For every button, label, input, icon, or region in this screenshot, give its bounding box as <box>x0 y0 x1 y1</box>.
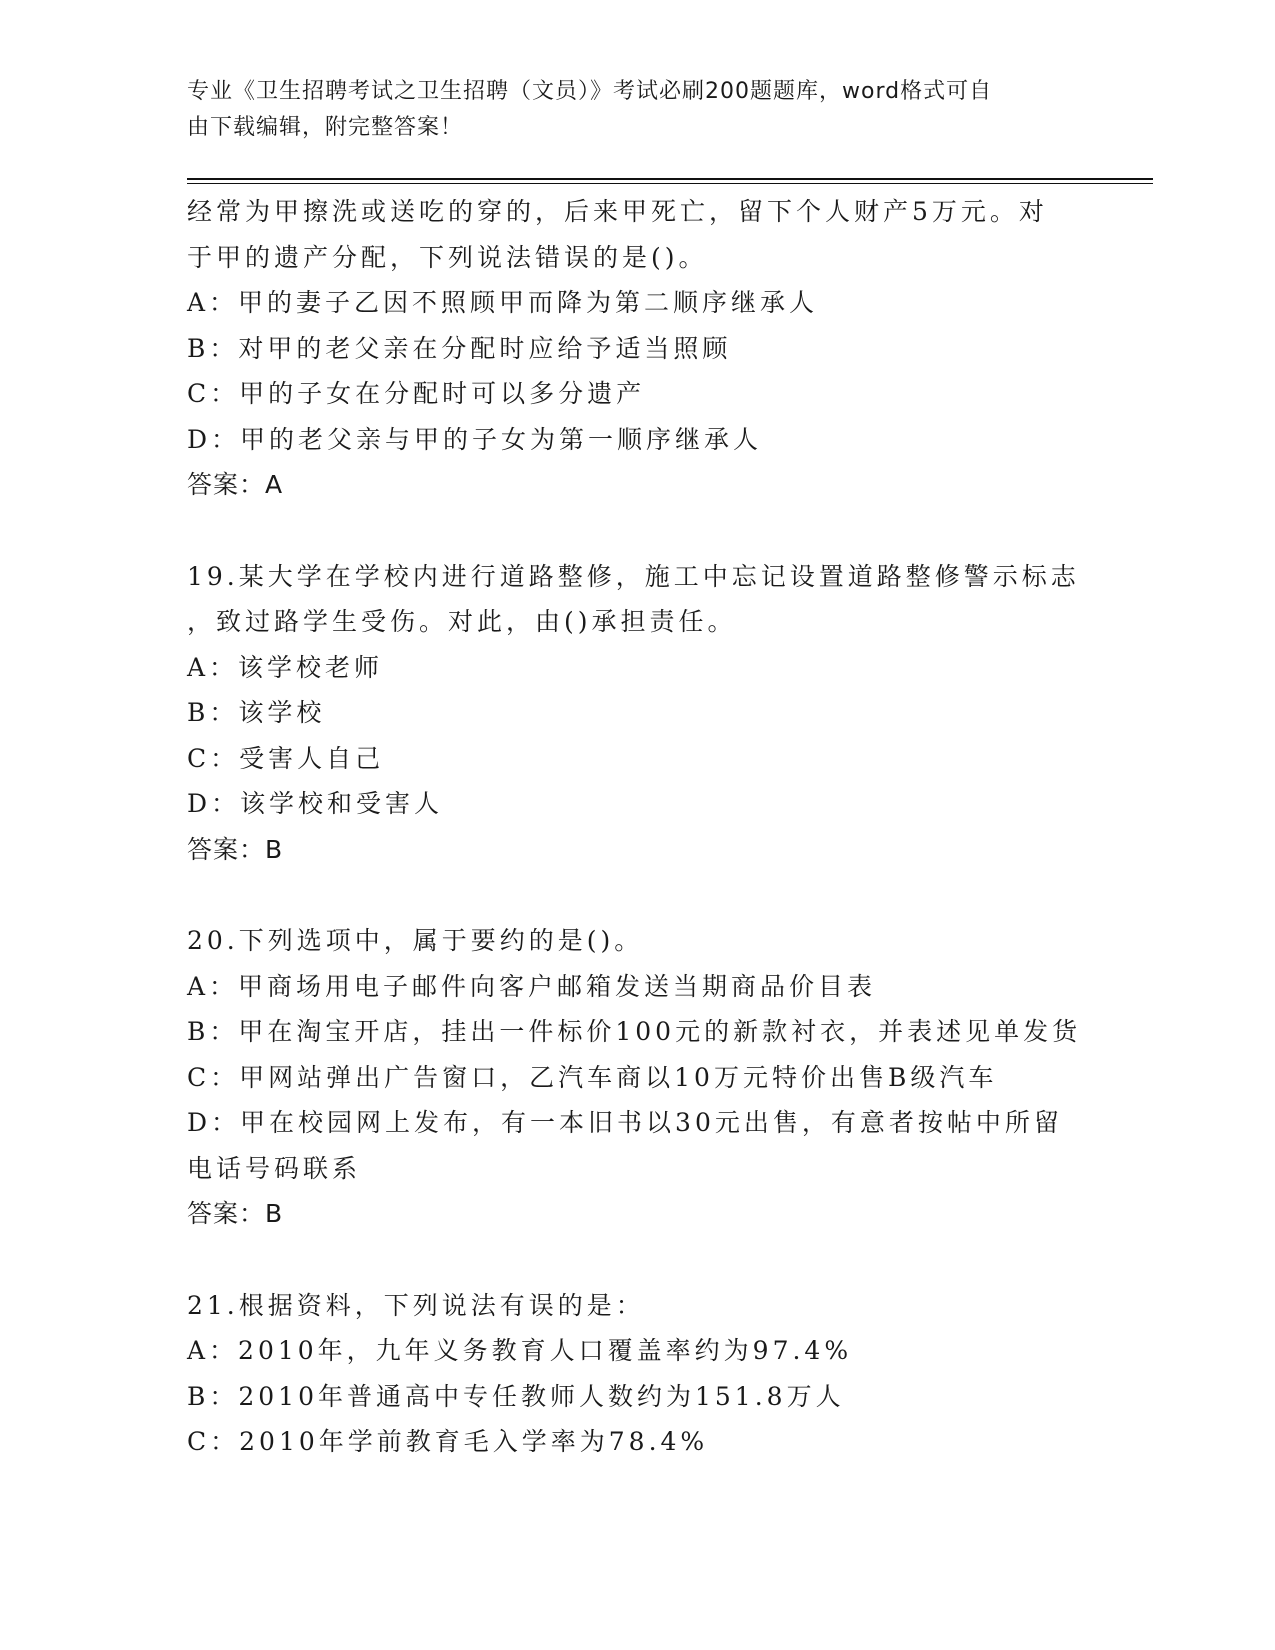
question-20 <box>187 918 1127 1237</box>
option-b: B：2010年普通高中专任教师人数约为151.8万人 <box>187 1381 845 1411</box>
question-stem-line: 21.根据资料，下列说法有误的是： <box>187 1290 645 1320</box>
option-a: A：甲的妻子乙因不照顾甲而降为第二顺序继承人 <box>187 288 819 317</box>
option-d-continuation: 电话号码联系 <box>187 1153 362 1183</box>
option-b: B：对甲的老父亲在分配时应给予适当照顾 <box>187 333 732 363</box>
option-d: D：该学校和受害人 <box>187 789 444 818</box>
option-b: B：该学校 <box>187 698 326 727</box>
question-21 <box>187 1283 1127 1465</box>
header-divider-thick <box>187 178 1153 180</box>
option-c: C：2010年学前教育毛入学率为78.4% <box>187 1427 709 1456</box>
question-stem-line: 于甲的遗产分配，下列说法错误的是()。 <box>187 242 708 272</box>
question-stem-line: 19.某大学在学校内进行道路整修，施工中忘记设置道路整修警示标志 <box>187 561 1080 591</box>
option-d: D：甲在校园网上发布，有一本旧书以30元出售，有意者按帖中所留 <box>187 1108 1063 1137</box>
document-body <box>187 189 1127 1465</box>
option-a: A：2010年，九年义务教育人口覆盖率约为97.4% <box>187 1336 853 1365</box>
question-stem-line: ，致过路学生受伤。对此，由()承担责任。 <box>187 607 737 636</box>
option-d: D：甲的老父亲与甲的子女为第一顺序继承人 <box>187 424 763 454</box>
question-spacer <box>187 508 1127 554</box>
question-stem-line: 20.下列选项中，属于要约的是()。 <box>187 926 644 955</box>
document-header <box>187 74 1067 146</box>
option-c: C：受害人自己 <box>187 743 385 773</box>
option-a: A：该学校老师 <box>187 652 384 682</box>
answer-label: 答案：B <box>187 834 284 864</box>
header-divider-thin <box>187 183 1153 184</box>
answer-label: 答案：B <box>187 1199 284 1228</box>
question-spacer <box>187 1237 1127 1283</box>
question-19 <box>187 554 1127 873</box>
answer-label: 答案：A <box>187 470 284 499</box>
question-stem-line: 经常为甲擦洗或送吃的穿的，后来甲死亡，留下个人财产5万元。对 <box>187 197 1048 226</box>
header-line-1: 专业《卫生招聘考试之卫生招聘（文员）》考试必刷200题题库，word格式可自 <box>187 79 993 104</box>
option-b: B：甲在淘宝开店，挂出一件标价100元的新款衬衣，并表述见单发货 <box>187 1017 1082 1046</box>
question-18 <box>187 189 1127 508</box>
option-c: C：甲的子女在分配时可以多分遗产 <box>187 379 646 408</box>
option-c: C：甲网站弹出广告窗口，乙汽车商以10万元特价出售B级汽车 <box>187 1062 998 1092</box>
header-line-2: 由下载编辑，附完整答案！ <box>187 115 464 140</box>
option-a: A：甲商场用电子邮件向客户邮箱发送当期商品价目表 <box>187 971 877 1001</box>
question-spacer <box>187 872 1127 918</box>
